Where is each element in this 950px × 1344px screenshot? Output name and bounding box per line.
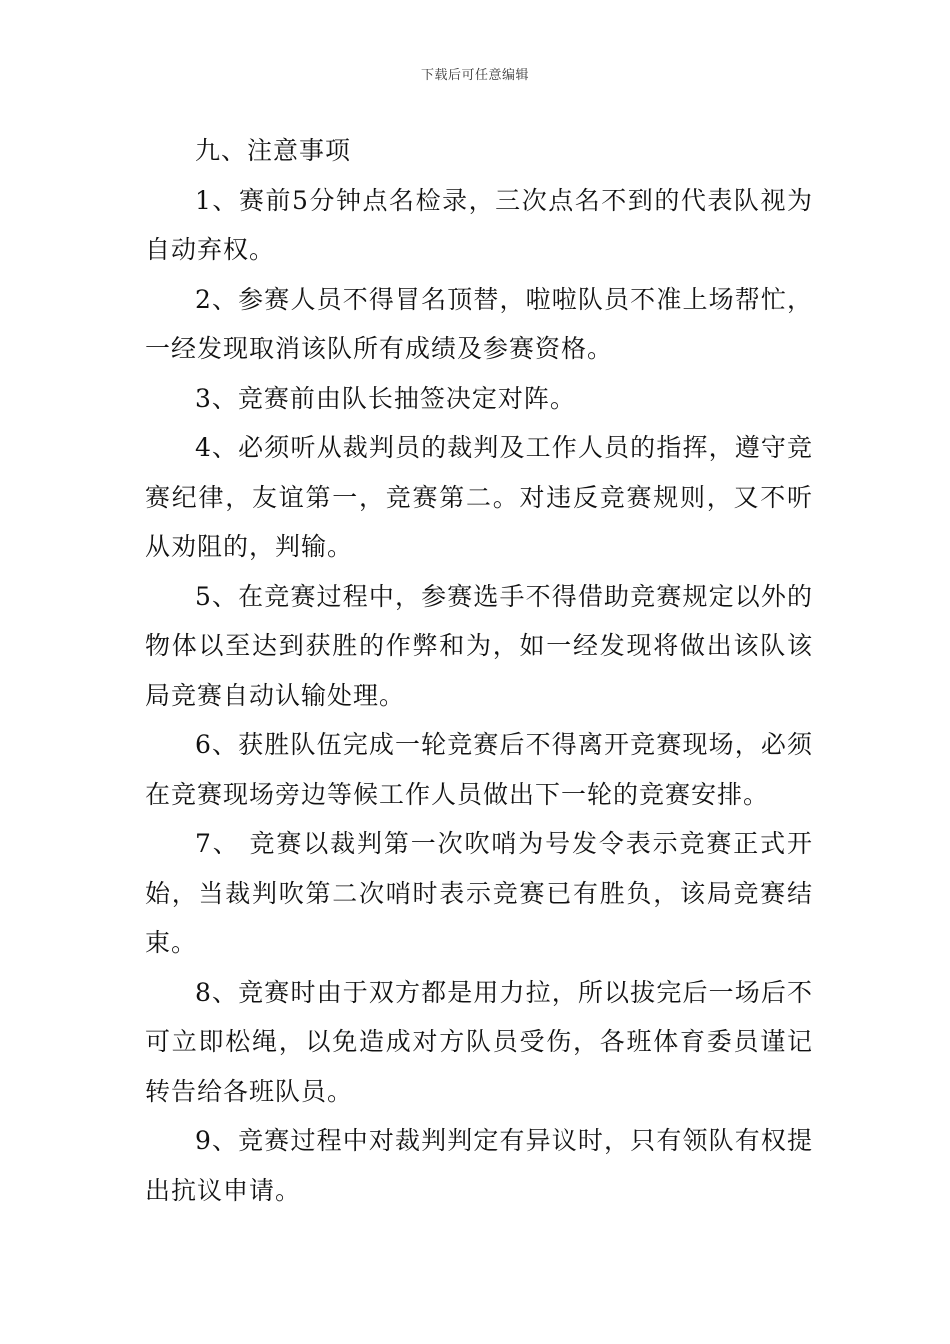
- notice-item-8: 8、竞赛时由于双方都是用力拉，所以拔完后一场后不可立即松绳，以免造成对方队员受伤，各班体育委员谨记转告给各班队员。: [145, 977, 813, 1106]
- notice-item-5: 5、在竞赛过程中，参赛选手不得借助竞赛规定以外的物体以至达到获胜的作弊和为，如一经发现将做出该队该局竞赛自动认输处理。: [145, 581, 813, 710]
- notice-item-2: 2、参赛人员不得冒名顶替，啦啦队员不准上场帮忙，一经发现取消该队所有成绩及参赛资格。: [145, 284, 813, 363]
- notice-item-3: 3、竞赛前由队长抽签决定对阵。: [195, 383, 576, 413]
- notice-item-9: 9、竞赛过程中对裁判判定有异议时，只有领队有权提出抗议申请。: [145, 1126, 813, 1205]
- document-body: [145, 126, 813, 1215]
- notice-item-7: 7、 竞赛以裁判第一次吹哨为号发令表示竞赛正式开始，当裁判吹第二次哨时表示竞赛已有胜负，该局竞赛结束。: [145, 829, 813, 957]
- notice-item-4: 4、必须听从裁判员的裁判及工作人员的指挥，遵守竞赛纪律，友谊第一，竞赛第二。对违反竞赛规则，又不听从劝阻的，判输。: [145, 433, 813, 561]
- section-title: 九、注意事项: [195, 136, 352, 165]
- page-header-watermark: 下载后可任意编辑: [420, 68, 529, 83]
- notice-item-6: 6、获胜队伍完成一轮竞赛后不得离开竞赛现场，必须在竞赛现场旁边等候工作人员做出下一轮的竞赛安排。: [145, 730, 813, 809]
- notice-item-1: 1、赛前5分钟点名检录，三次点名不到的代表队视为自动弃权。: [145, 185, 813, 264]
